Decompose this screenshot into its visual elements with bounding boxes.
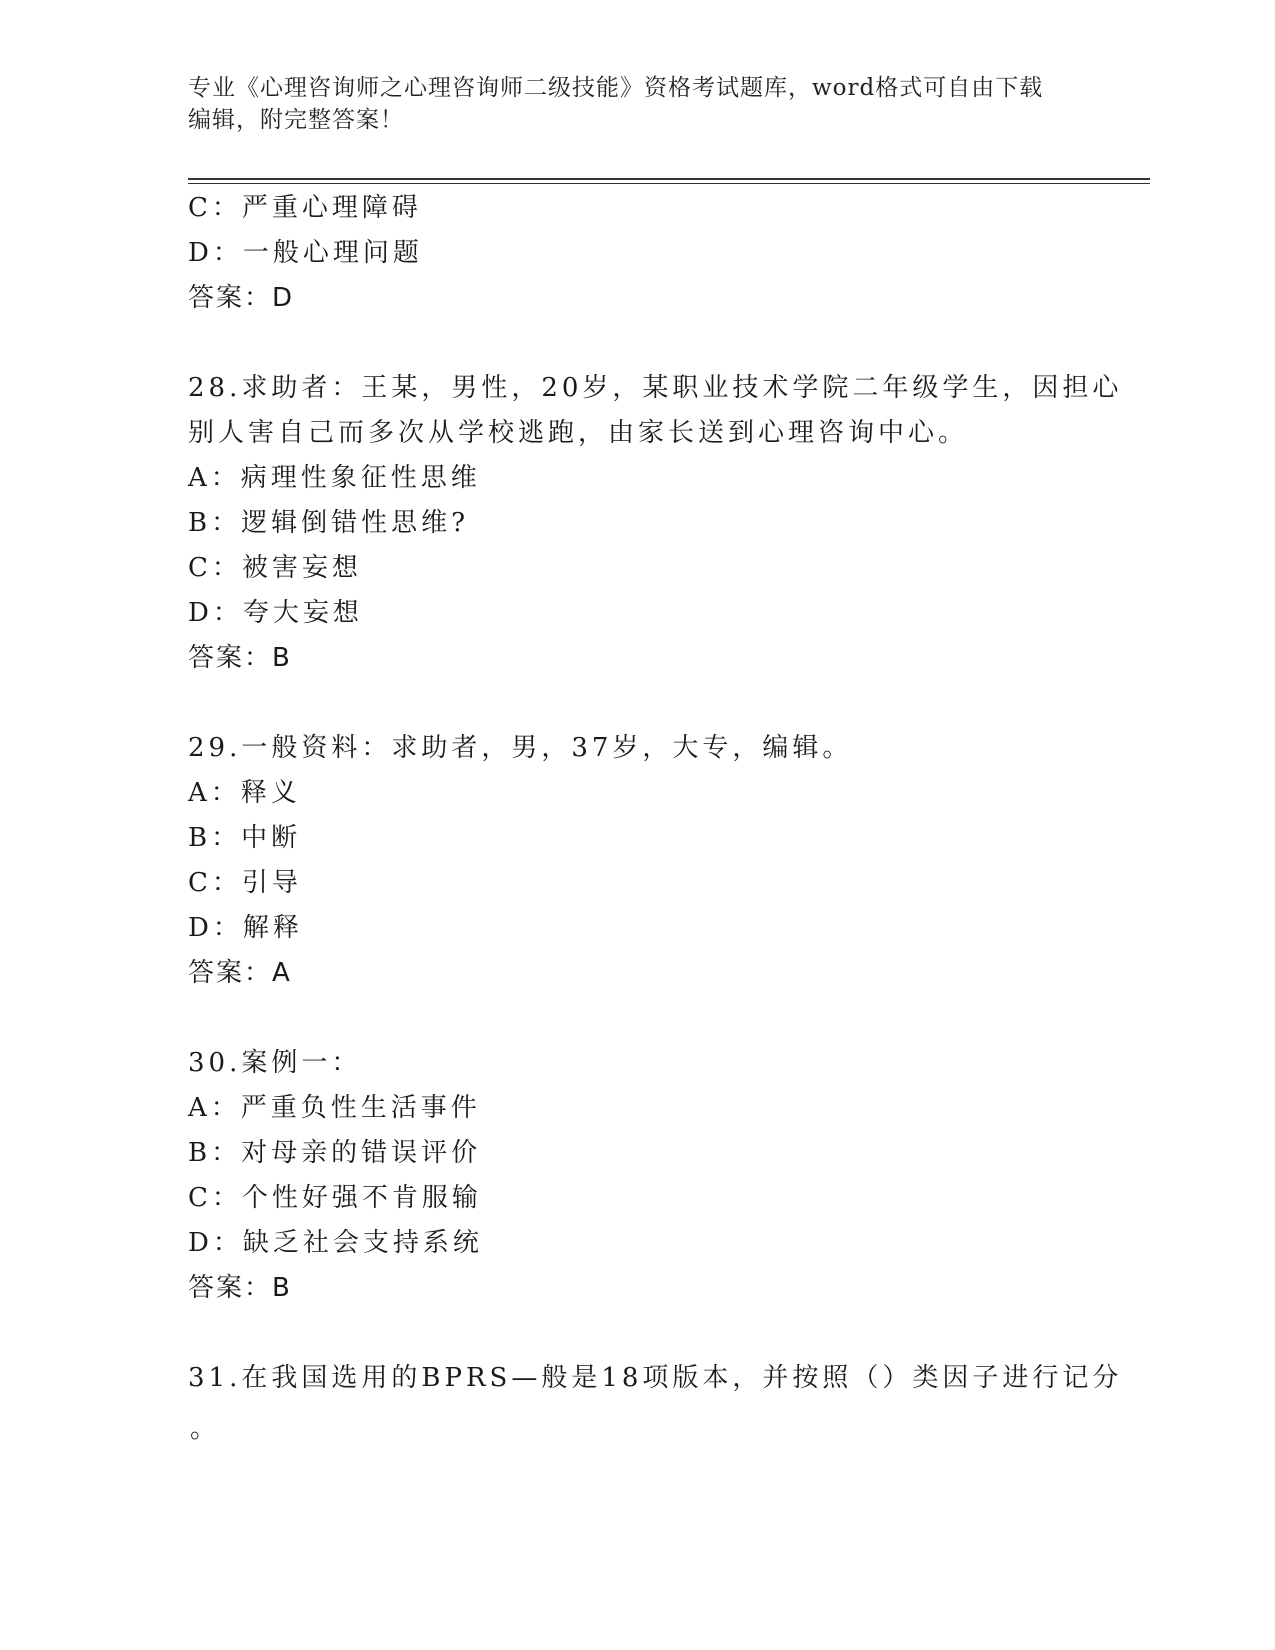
q30-stem: 30.案例一： [188, 1048, 362, 1078]
q29-stem: 29.一般资料：求助者，男，37岁，大专，编辑。 [188, 733, 853, 763]
q31-stem-line-1: 31.在我国选用的BPRS—般是18项版本，并按照（）类因子进行记分 [188, 1363, 1123, 1393]
q29-option-a: A：释义 [188, 778, 301, 808]
q28-stem-line-2: 别人害自己而多次从学校逃跑，由家长送到心理咨询中心。 [188, 418, 969, 448]
header-line-2: 编辑，附完整答案！ [188, 107, 404, 133]
q28-option-d: D：夸大妄想 [188, 598, 363, 628]
q29-answer: 答案：A [188, 958, 292, 988]
q27-answer: 答案：D [188, 283, 295, 313]
q27-option-c: C：严重心理障碍 [188, 193, 422, 223]
q28-option-b: B：逻辑倒错性思维? [188, 508, 470, 538]
header-line-1: 专业《心理咨询师之心理咨询师二级技能》资格考试题库，word格式可自由下载 [188, 75, 1044, 101]
q29-option-d: D：解释 [188, 913, 303, 943]
q30-answer: 答案：B [188, 1273, 292, 1303]
q28-option-c: C：被害妄想 [188, 553, 362, 583]
q28-answer: 答案：B [188, 643, 292, 673]
q29-option-c: C：引导 [188, 868, 302, 898]
q31-stem-line-2: 。 [190, 1414, 217, 1444]
q29-option-b: B：中断 [188, 823, 302, 853]
q27-option-d: D：一般心理问题 [188, 238, 423, 268]
header-divider-thin [188, 183, 1150, 184]
header-divider-thick [188, 178, 1150, 180]
q28-option-a: A：病理性象征性思维 [188, 463, 481, 493]
q28-stem-line-1: 28.求助者：王某，男性，20岁，某职业技术学院二年级学生，因担心 [188, 373, 1123, 403]
q30-option-d: D：缺乏社会支持系统 [188, 1228, 483, 1258]
header-text [188, 72, 1088, 136]
q30-option-b: B：对母亲的错误评价 [188, 1138, 482, 1168]
q30-option-c: C：个性好强不肯服输 [188, 1183, 482, 1213]
q30-option-a: A：严重负性生活事件 [188, 1093, 481, 1123]
